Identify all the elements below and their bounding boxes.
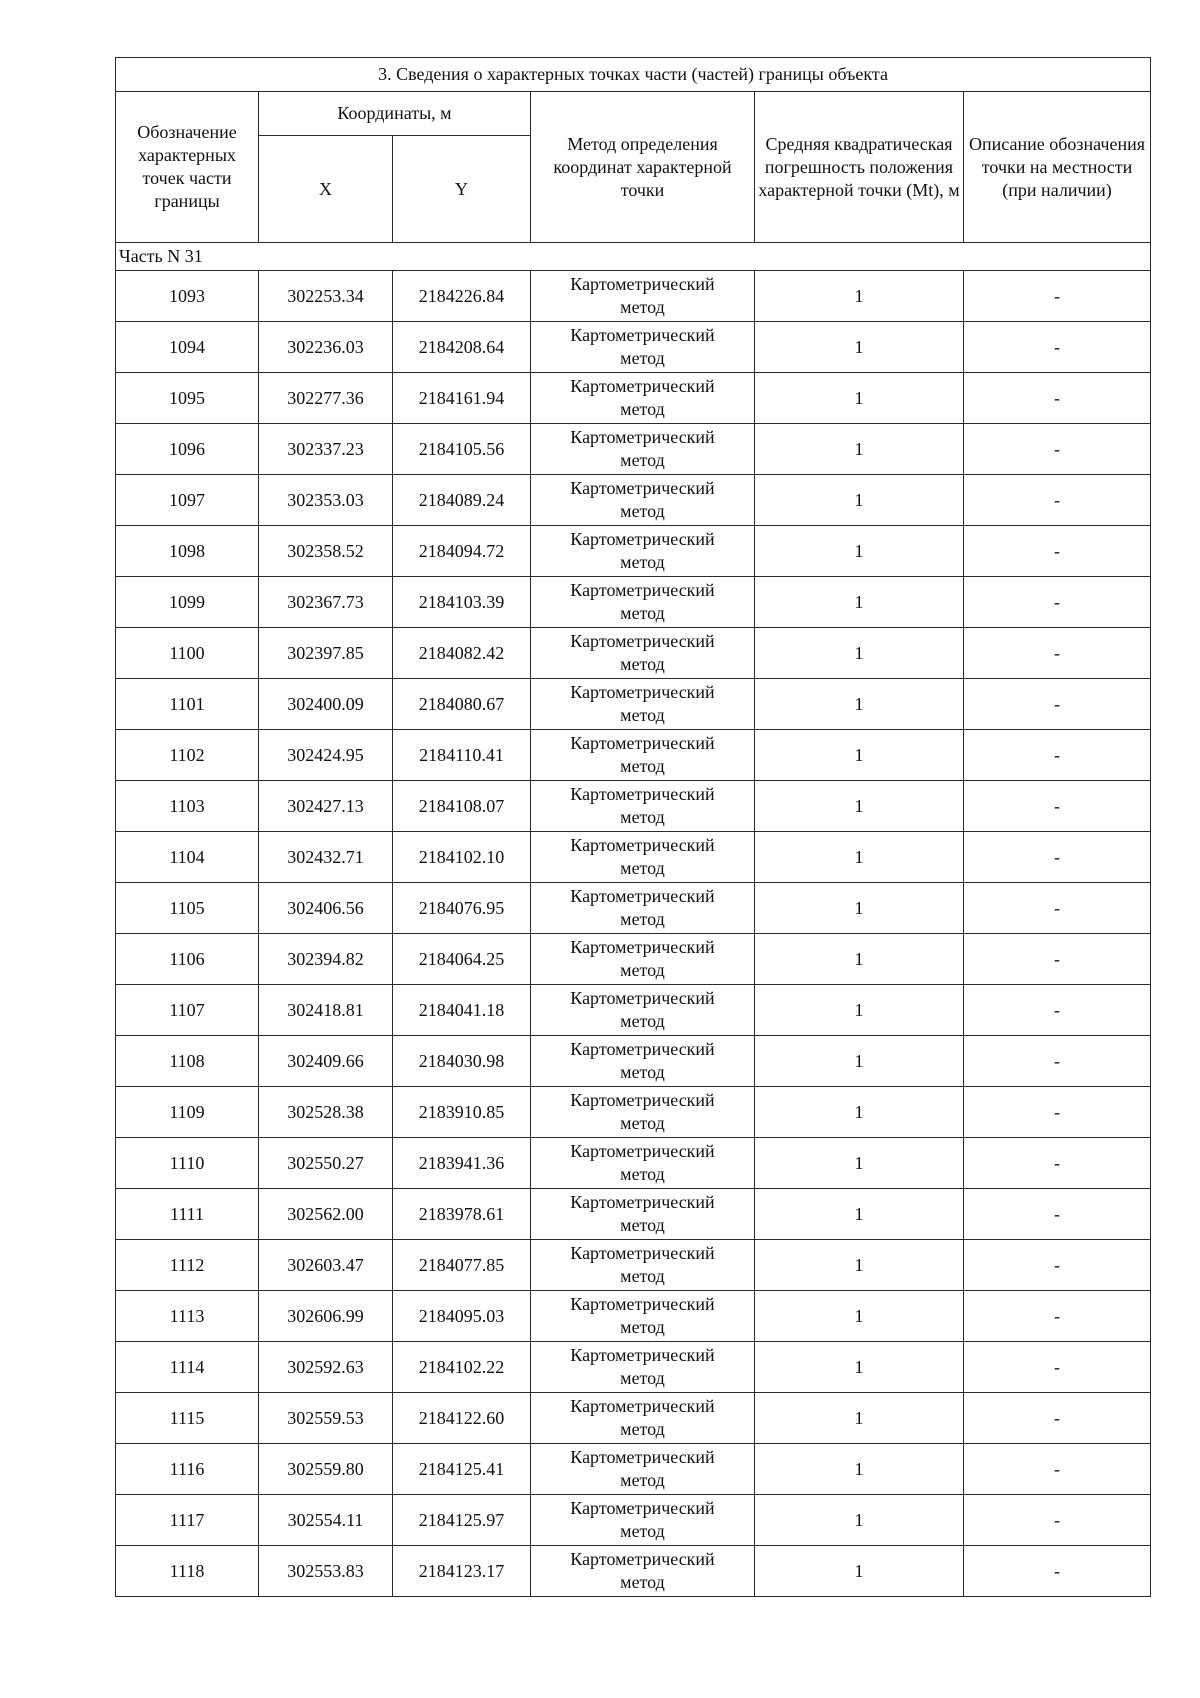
- part-label: Часть N 31: [116, 243, 1151, 271]
- y-cell: 2184089.24: [393, 475, 531, 526]
- method-cell: [531, 1240, 755, 1291]
- method-line-1: Картометрический: [570, 529, 715, 549]
- table-row: [116, 934, 1151, 985]
- method-cell: [531, 1393, 755, 1444]
- method-line-2: метод: [620, 348, 665, 368]
- method-line-1: Картометрический: [570, 631, 715, 651]
- description-cell: -: [964, 934, 1151, 985]
- y-cell: 2184094.72: [393, 526, 531, 577]
- point-id-cell: 1109: [116, 1087, 259, 1138]
- method-cell: [531, 628, 755, 679]
- table-row: [116, 679, 1151, 730]
- mt-cell: 1: [755, 1138, 964, 1189]
- description-cell: -: [964, 832, 1151, 883]
- method-cell: [531, 1087, 755, 1138]
- description-cell: -: [964, 1393, 1151, 1444]
- point-id-cell: 1108: [116, 1036, 259, 1087]
- header-description: Описание обозначения точки на местности (при наличии): [964, 92, 1151, 243]
- x-cell: 302424.95: [259, 730, 393, 781]
- description-cell: -: [964, 373, 1151, 424]
- mt-cell: 1: [755, 1393, 964, 1444]
- method-line-1: Картометрический: [570, 325, 715, 345]
- method-cell: [531, 1036, 755, 1087]
- table-row: [116, 781, 1151, 832]
- method-line-1: Картометрический: [570, 376, 715, 396]
- table-row: [116, 373, 1151, 424]
- y-cell: 2183910.85: [393, 1087, 531, 1138]
- table-row: [116, 1138, 1151, 1189]
- table-row: [116, 883, 1151, 934]
- table-row: [116, 1546, 1151, 1597]
- method-cell: [531, 322, 755, 373]
- point-id-cell: 1116: [116, 1444, 259, 1495]
- part-row: [116, 243, 1151, 271]
- x-cell: 302554.11: [259, 1495, 393, 1546]
- description-cell: -: [964, 781, 1151, 832]
- x-cell: 302406.56: [259, 883, 393, 934]
- point-id-cell: 1118: [116, 1546, 259, 1597]
- method-line-1: Картометрический: [570, 427, 715, 447]
- method-line-2: метод: [620, 705, 665, 725]
- x-cell: 302253.34: [259, 271, 393, 322]
- method-cell: [531, 1138, 755, 1189]
- x-cell: 302277.36: [259, 373, 393, 424]
- method-line-1: Картометрический: [570, 1192, 715, 1212]
- method-line-2: метод: [620, 756, 665, 776]
- point-id-cell: 1112: [116, 1240, 259, 1291]
- table-row: [116, 271, 1151, 322]
- description-cell: -: [964, 526, 1151, 577]
- description-cell: -: [964, 1189, 1151, 1240]
- x-cell: 302559.80: [259, 1444, 393, 1495]
- method-cell: [531, 1342, 755, 1393]
- method-cell: [531, 1444, 755, 1495]
- method-line-1: Картометрический: [570, 784, 715, 804]
- method-line-2: метод: [620, 1164, 665, 1184]
- method-line-1: Картометрический: [570, 988, 715, 1008]
- method-line-2: метод: [620, 297, 665, 317]
- point-id-cell: 1095: [116, 373, 259, 424]
- method-line-1: Картометрический: [570, 1549, 715, 1569]
- x-cell: 302418.81: [259, 985, 393, 1036]
- point-id-cell: 1114: [116, 1342, 259, 1393]
- mt-cell: 1: [755, 577, 964, 628]
- description-cell: -: [964, 628, 1151, 679]
- header-coords: Координаты, м: [259, 92, 531, 136]
- method-line-2: метод: [620, 1215, 665, 1235]
- x-cell: 302394.82: [259, 934, 393, 985]
- point-id-cell: 1117: [116, 1495, 259, 1546]
- y-cell: 2184161.94: [393, 373, 531, 424]
- mt-cell: 1: [755, 1240, 964, 1291]
- method-line-1: Картометрический: [570, 682, 715, 702]
- header-method: Метод определения координат характерной точки: [531, 92, 755, 243]
- method-cell: [531, 373, 755, 424]
- table-row: [116, 1291, 1151, 1342]
- y-cell: 2184064.25: [393, 934, 531, 985]
- method-cell: [531, 1495, 755, 1546]
- point-id-cell: 1096: [116, 424, 259, 475]
- x-cell: 302367.73: [259, 577, 393, 628]
- description-cell: -: [964, 1444, 1151, 1495]
- description-cell: -: [964, 730, 1151, 781]
- description-cell: -: [964, 322, 1151, 373]
- method-line-1: Картометрический: [570, 1396, 715, 1416]
- mt-cell: 1: [755, 985, 964, 1036]
- point-id-cell: 1098: [116, 526, 259, 577]
- point-id-cell: 1105: [116, 883, 259, 934]
- table-row: [116, 832, 1151, 883]
- method-cell: [531, 730, 755, 781]
- mt-cell: 1: [755, 1444, 964, 1495]
- y-cell: 2184226.84: [393, 271, 531, 322]
- point-id-cell: 1097: [116, 475, 259, 526]
- table-row: [116, 730, 1151, 781]
- y-cell: 2184082.42: [393, 628, 531, 679]
- method-line-2: метод: [620, 1572, 665, 1592]
- method-line-2: метод: [620, 1062, 665, 1082]
- method-line-1: Картометрический: [570, 580, 715, 600]
- mt-cell: 1: [755, 832, 964, 883]
- y-cell: 2184122.60: [393, 1393, 531, 1444]
- y-cell: 2184102.10: [393, 832, 531, 883]
- header-y: Y: [393, 136, 531, 243]
- description-cell: -: [964, 1036, 1151, 1087]
- table-row: [116, 424, 1151, 475]
- method-cell: [531, 1291, 755, 1342]
- y-cell: 2184110.41: [393, 730, 531, 781]
- table-title-row: [116, 58, 1151, 92]
- description-cell: -: [964, 1138, 1151, 1189]
- method-cell: [531, 1546, 755, 1597]
- table-row: [116, 577, 1151, 628]
- method-cell: [531, 1189, 755, 1240]
- table-row: [116, 1189, 1151, 1240]
- x-cell: 302427.13: [259, 781, 393, 832]
- table-row: [116, 1393, 1151, 1444]
- method-line-2: метод: [620, 1011, 665, 1031]
- x-cell: 302562.00: [259, 1189, 393, 1240]
- x-cell: 302400.09: [259, 679, 393, 730]
- header-error: Средняя квадратическая погрешность положения характерной точки (Mt), м: [755, 92, 964, 243]
- y-cell: 2183978.61: [393, 1189, 531, 1240]
- table-row: [116, 1087, 1151, 1138]
- method-line-2: метод: [620, 450, 665, 470]
- point-id-cell: 1107: [116, 985, 259, 1036]
- y-cell: 2184041.18: [393, 985, 531, 1036]
- table-row: [116, 1036, 1151, 1087]
- method-line-1: Картометрический: [570, 1141, 715, 1161]
- table-row: [116, 1240, 1151, 1291]
- x-cell: 302550.27: [259, 1138, 393, 1189]
- y-cell: 2184080.67: [393, 679, 531, 730]
- mt-cell: 1: [755, 679, 964, 730]
- point-id-cell: 1102: [116, 730, 259, 781]
- method-line-1: Картометрический: [570, 835, 715, 855]
- table-row: [116, 985, 1151, 1036]
- x-cell: 302528.38: [259, 1087, 393, 1138]
- x-cell: 302606.99: [259, 1291, 393, 1342]
- table-row: [116, 1444, 1151, 1495]
- mt-cell: 1: [755, 373, 964, 424]
- x-cell: 302592.63: [259, 1342, 393, 1393]
- method-line-1: Картометрический: [570, 1345, 715, 1365]
- table-row: [116, 1495, 1151, 1546]
- point-id-cell: 1100: [116, 628, 259, 679]
- x-cell: 302337.23: [259, 424, 393, 475]
- description-cell: -: [964, 271, 1151, 322]
- method-line-2: метод: [620, 552, 665, 572]
- x-cell: 302559.53: [259, 1393, 393, 1444]
- section-title: 3. Сведения о характерных точках части (частей) границы объекта: [116, 58, 1151, 92]
- description-cell: -: [964, 1546, 1151, 1597]
- mt-cell: 1: [755, 1189, 964, 1240]
- method-cell: [531, 577, 755, 628]
- description-cell: -: [964, 475, 1151, 526]
- header-row-1: [116, 92, 1151, 136]
- method-cell: [531, 271, 755, 322]
- method-line-1: Картометрический: [570, 733, 715, 753]
- table-row: [116, 526, 1151, 577]
- method-cell: [531, 526, 755, 577]
- y-cell: 2184103.39: [393, 577, 531, 628]
- description-cell: -: [964, 883, 1151, 934]
- y-cell: 2184208.64: [393, 322, 531, 373]
- method-cell: [531, 424, 755, 475]
- point-id-cell: 1111: [116, 1189, 259, 1240]
- method-line-2: метод: [620, 1113, 665, 1133]
- method-cell: [531, 475, 755, 526]
- x-cell: 302353.03: [259, 475, 393, 526]
- method-line-2: метод: [620, 807, 665, 827]
- y-cell: 2183941.36: [393, 1138, 531, 1189]
- method-line-1: Картометрический: [570, 1243, 715, 1263]
- method-cell: [531, 781, 755, 832]
- method-line-1: Картометрический: [570, 274, 715, 294]
- method-line-1: Картометрический: [570, 1498, 715, 1518]
- method-line-1: Картометрический: [570, 1294, 715, 1314]
- y-cell: 2184123.17: [393, 1546, 531, 1597]
- y-cell: 2184077.85: [393, 1240, 531, 1291]
- y-cell: 2184108.07: [393, 781, 531, 832]
- description-cell: -: [964, 424, 1151, 475]
- point-id-cell: 1094: [116, 322, 259, 373]
- mt-cell: 1: [755, 526, 964, 577]
- method-line-2: метод: [620, 960, 665, 980]
- mt-cell: 1: [755, 475, 964, 526]
- description-cell: -: [964, 985, 1151, 1036]
- y-cell: 2184095.03: [393, 1291, 531, 1342]
- description-cell: -: [964, 679, 1151, 730]
- table-row: [116, 322, 1151, 373]
- mt-cell: 1: [755, 1342, 964, 1393]
- description-cell: -: [964, 1087, 1151, 1138]
- method-cell: [531, 985, 755, 1036]
- mt-cell: 1: [755, 1087, 964, 1138]
- method-line-1: Картометрический: [570, 1090, 715, 1110]
- method-cell: [531, 934, 755, 985]
- point-id-cell: 1101: [116, 679, 259, 730]
- method-line-2: метод: [620, 1419, 665, 1439]
- header-x: X: [259, 136, 393, 243]
- mt-cell: 1: [755, 1495, 964, 1546]
- method-line-2: метод: [620, 1470, 665, 1490]
- point-id-cell: 1110: [116, 1138, 259, 1189]
- mt-cell: 1: [755, 424, 964, 475]
- method-line-2: метод: [620, 399, 665, 419]
- mt-cell: 1: [755, 322, 964, 373]
- mt-cell: 1: [755, 934, 964, 985]
- mt-cell: 1: [755, 628, 964, 679]
- y-cell: 2184125.97: [393, 1495, 531, 1546]
- point-id-cell: 1113: [116, 1291, 259, 1342]
- y-cell: 2184102.22: [393, 1342, 531, 1393]
- point-id-cell: 1103: [116, 781, 259, 832]
- x-cell: 302409.66: [259, 1036, 393, 1087]
- x-cell: 302397.85: [259, 628, 393, 679]
- mt-cell: 1: [755, 883, 964, 934]
- description-cell: -: [964, 1342, 1151, 1393]
- y-cell: 2184105.56: [393, 424, 531, 475]
- mt-cell: 1: [755, 1036, 964, 1087]
- method-line-1: Картометрический: [570, 937, 715, 957]
- x-cell: 302553.83: [259, 1546, 393, 1597]
- method-line-2: метод: [620, 1368, 665, 1388]
- table-row: [116, 628, 1151, 679]
- method-line-2: метод: [620, 1266, 665, 1286]
- method-line-1: Картометрический: [570, 1039, 715, 1059]
- x-cell: 302603.47: [259, 1240, 393, 1291]
- method-line-2: метод: [620, 909, 665, 929]
- description-cell: -: [964, 1495, 1151, 1546]
- mt-cell: 1: [755, 271, 964, 322]
- point-id-cell: 1104: [116, 832, 259, 883]
- method-line-1: Картометрический: [570, 478, 715, 498]
- method-line-1: Картометрический: [570, 1447, 715, 1467]
- description-cell: -: [964, 1291, 1151, 1342]
- point-id-cell: 1115: [116, 1393, 259, 1444]
- y-cell: 2184030.98: [393, 1036, 531, 1087]
- x-cell: 302236.03: [259, 322, 393, 373]
- boundary-points-table: [115, 57, 1151, 1597]
- method-line-2: метод: [620, 1521, 665, 1541]
- method-cell: [531, 832, 755, 883]
- point-id-cell: 1106: [116, 934, 259, 985]
- description-cell: -: [964, 577, 1151, 628]
- method-line-2: метод: [620, 654, 665, 674]
- method-line-2: метод: [620, 501, 665, 521]
- y-cell: 2184125.41: [393, 1444, 531, 1495]
- header-point: Обозначение характерных точек части границы: [116, 92, 259, 243]
- description-cell: -: [964, 1240, 1151, 1291]
- method-line-2: метод: [620, 603, 665, 623]
- x-cell: 302358.52: [259, 526, 393, 577]
- mt-cell: 1: [755, 781, 964, 832]
- table-row: [116, 1342, 1151, 1393]
- point-id-cell: 1093: [116, 271, 259, 322]
- mt-cell: 1: [755, 730, 964, 781]
- y-cell: 2184076.95: [393, 883, 531, 934]
- method-cell: [531, 679, 755, 730]
- method-line-1: Картометрический: [570, 886, 715, 906]
- mt-cell: 1: [755, 1546, 964, 1597]
- mt-cell: 1: [755, 1291, 964, 1342]
- method-cell: [531, 883, 755, 934]
- point-id-cell: 1099: [116, 577, 259, 628]
- table-row: [116, 475, 1151, 526]
- method-line-2: метод: [620, 1317, 665, 1337]
- x-cell: 302432.71: [259, 832, 393, 883]
- method-line-2: метод: [620, 858, 665, 878]
